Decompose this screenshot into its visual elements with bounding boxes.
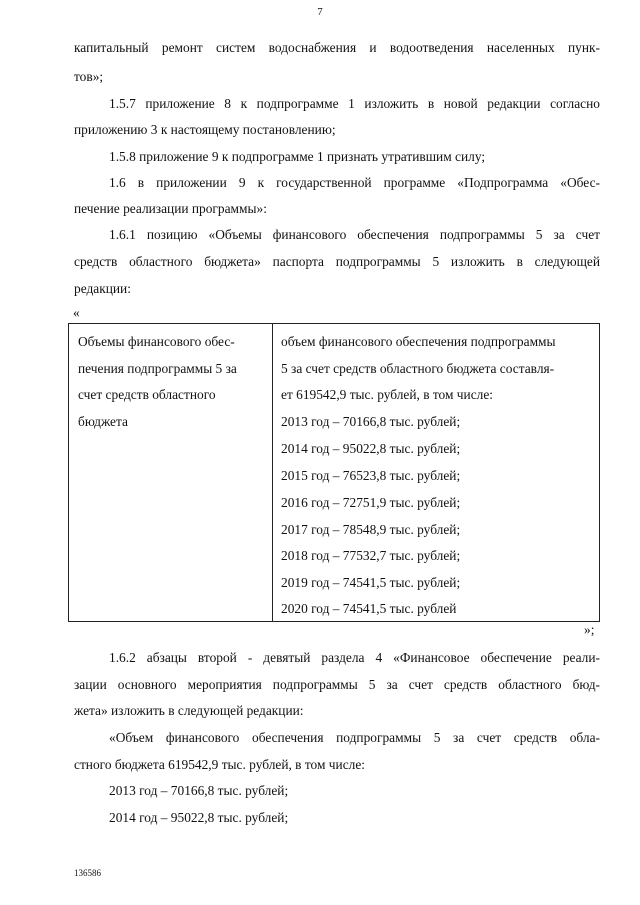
text-line: средств областного бюджета» паспорта подпрограммы 5 изложить в следующей xyxy=(74,254,600,269)
table-left-line: печения подпрограммы 5 за xyxy=(78,361,237,376)
table-right-line: 2019 год – 74541,5 тыс. рублей; xyxy=(281,575,461,590)
text-line: 1.5.7 приложение 8 к подпрограмме 1 изложить в новой редакции согласно xyxy=(109,96,600,111)
table-right-line: 2016 год – 72751,9 тыс. рублей; xyxy=(281,495,461,510)
table-right-line: 2017 год – 78548,9 тыс. рублей; xyxy=(281,522,461,537)
text-line: зации основного мероприятия подпрограммы 5 за счет средств областного бюд- xyxy=(74,677,600,692)
text-line: 1.6.1 позицию «Объемы финансового обеспечения подпрограммы 5 за счет xyxy=(109,227,600,242)
table-right-line: 2014 год – 95022,8 тыс. рублей; xyxy=(281,441,461,456)
text-line: капитальный ремонт систем водоснабжения и водоотведения населенных пунк- xyxy=(74,40,600,55)
table-left-line: счет средств областного xyxy=(78,387,216,402)
text-line: печение реализации программы»: xyxy=(74,201,267,216)
table-right-line: объем финансового обеспечения подпрограммы xyxy=(281,334,556,349)
text-line: «Объем финансового обеспечения подпрограммы 5 за счет средств обла- xyxy=(109,730,600,745)
table-right-line: 5 за счет средств областного бюджета составля- xyxy=(281,361,555,376)
table-right-line: 2013 год – 70166,8 тыс. рублей; xyxy=(281,414,461,429)
text-line: жета» изложить в следующей редакции: xyxy=(74,703,304,718)
footer-code: 136586 xyxy=(74,868,101,878)
text-line: 2013 год – 70166,8 тыс. рублей; xyxy=(109,783,289,798)
funding-table xyxy=(68,323,600,622)
table-right-line: ет 619542,9 тыс. рублей, в том числе: xyxy=(281,387,493,402)
table-left-line: Объемы финансового обес- xyxy=(78,334,235,349)
text-line: редакции: xyxy=(74,281,131,296)
text-line: 1.6.2 абзацы второй - девятый раздела 4 «Финансовое обеспечение реали- xyxy=(109,650,600,665)
table-right-line: 2018 год – 77532,7 тыс. рублей; xyxy=(281,548,461,563)
text-line: 2014 год – 95022,8 тыс. рублей; xyxy=(109,810,289,825)
open-quote: « xyxy=(73,305,80,320)
text-line: приложению 3 к настоящему постановлению; xyxy=(74,122,336,137)
text-line: тов»; xyxy=(74,69,104,84)
text-line: 1.5.8 приложение 9 к подпрограмме 1 признать утратившим силу; xyxy=(109,149,486,164)
table-column-divider xyxy=(272,324,273,621)
table-right-line: 2015 год – 76523,8 тыс. рублей; xyxy=(281,468,461,483)
close-quote: »; xyxy=(584,622,595,637)
text-line: стного бюджета 619542,9 тыс. рублей, в том числе: xyxy=(74,757,365,772)
text-line: 1.6 в приложении 9 к государственной программе «Подпрограмма «Обес- xyxy=(109,175,600,190)
page-number: 7 xyxy=(317,6,323,18)
table-left-line: бюджета xyxy=(78,414,128,429)
table-right-line: 2020 год – 74541,5 тыс. рублей xyxy=(281,601,457,616)
